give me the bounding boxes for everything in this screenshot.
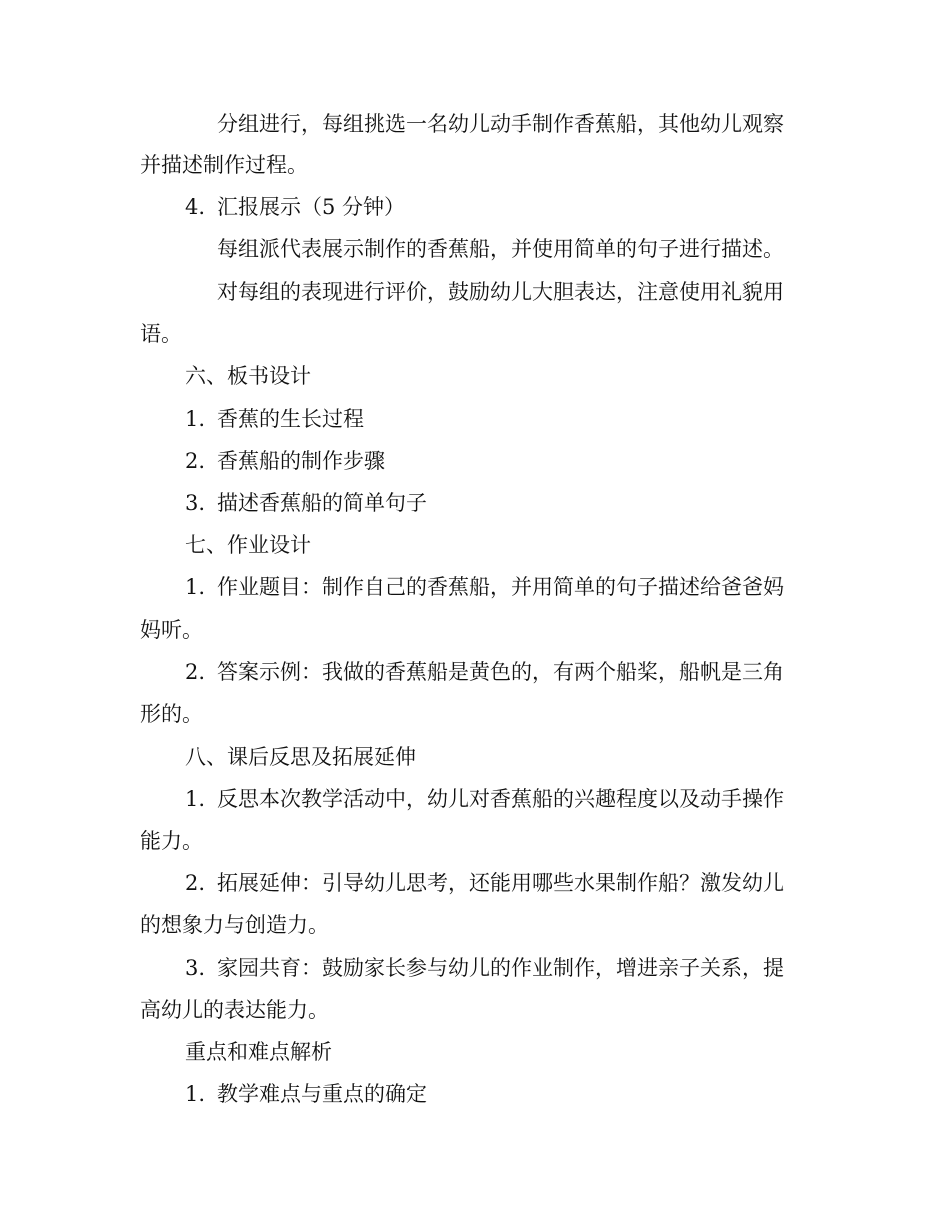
item-text: 汇报展示（5 分钟） — [217, 195, 406, 219]
item-text: 反思本次教学活动中，幼儿对香蕉船的兴趣程度以及动手操作 — [217, 787, 784, 811]
item-number: 3. — [185, 956, 206, 980]
numbered-item — [185, 407, 850, 431]
item-number: 1. — [185, 1082, 206, 1106]
numbered-item — [185, 787, 850, 811]
paragraph-line: 的想象力与创造力。 — [140, 913, 329, 937]
item-text: 家园共育：鼓励家长参与幼儿的作业制作，增进亲子关系，提 — [217, 956, 784, 980]
paragraph-line: 对每组的表现进行评价，鼓励幼儿大胆表达，注意使用礼貌用 — [217, 280, 784, 304]
paragraph-line: 能力。 — [140, 829, 203, 853]
item-text: 描述香蕉船的简单句子 — [217, 491, 427, 515]
item-number: 2. — [185, 449, 206, 473]
numbered-item — [185, 956, 850, 980]
numbered-item — [185, 660, 850, 684]
item-number: 1. — [185, 787, 206, 811]
numbered-item — [185, 1082, 850, 1106]
numbered-item — [185, 195, 850, 219]
item-number: 1. — [185, 575, 206, 599]
item-number: 2. — [185, 871, 206, 895]
item-number: 4. — [185, 195, 206, 219]
paragraph-line: 语。 — [140, 322, 182, 346]
item-text: 香蕉船的制作步骤 — [217, 449, 385, 473]
paragraph-line: 分组进行，每组挑选一名幼儿动手制作香蕉船，其他幼儿观察 — [217, 112, 784, 136]
numbered-item — [185, 575, 850, 599]
numbered-item — [185, 871, 850, 895]
item-text: 拓展延伸：引导幼儿思考，还能用哪些水果制作船？激发幼儿 — [217, 871, 784, 895]
section-heading: 八、课后反思及拓展延伸 — [185, 745, 416, 769]
section-heading: 七、作业设计 — [185, 533, 311, 557]
paragraph-line: 并描述制作过程。 — [140, 153, 308, 177]
paragraph-line: 高幼儿的表达能力。 — [140, 998, 329, 1022]
item-text: 作业题目：制作自己的香蕉船，并用简单的句子描述给爸爸妈 — [217, 575, 784, 599]
item-number: 1. — [185, 407, 206, 431]
item-number: 3. — [185, 491, 206, 515]
paragraph-line: 每组派代表展示制作的香蕉船，并使用简单的句子进行描述。 — [217, 237, 784, 261]
item-text: 教学难点与重点的确定 — [217, 1082, 427, 1106]
item-number: 2. — [185, 660, 206, 684]
numbered-item — [185, 449, 850, 473]
section-heading: 重点和难点解析 — [185, 1040, 332, 1064]
section-heading: 六、板书设计 — [185, 364, 311, 388]
paragraph-line: 妈听。 — [140, 618, 203, 642]
numbered-item — [185, 491, 850, 515]
paragraph-line: 形的。 — [140, 702, 203, 726]
item-text: 香蕉的生长过程 — [217, 407, 364, 431]
item-text: 答案示例：我做的香蕉船是黄色的，有两个船桨，船帆是三角 — [217, 660, 784, 684]
